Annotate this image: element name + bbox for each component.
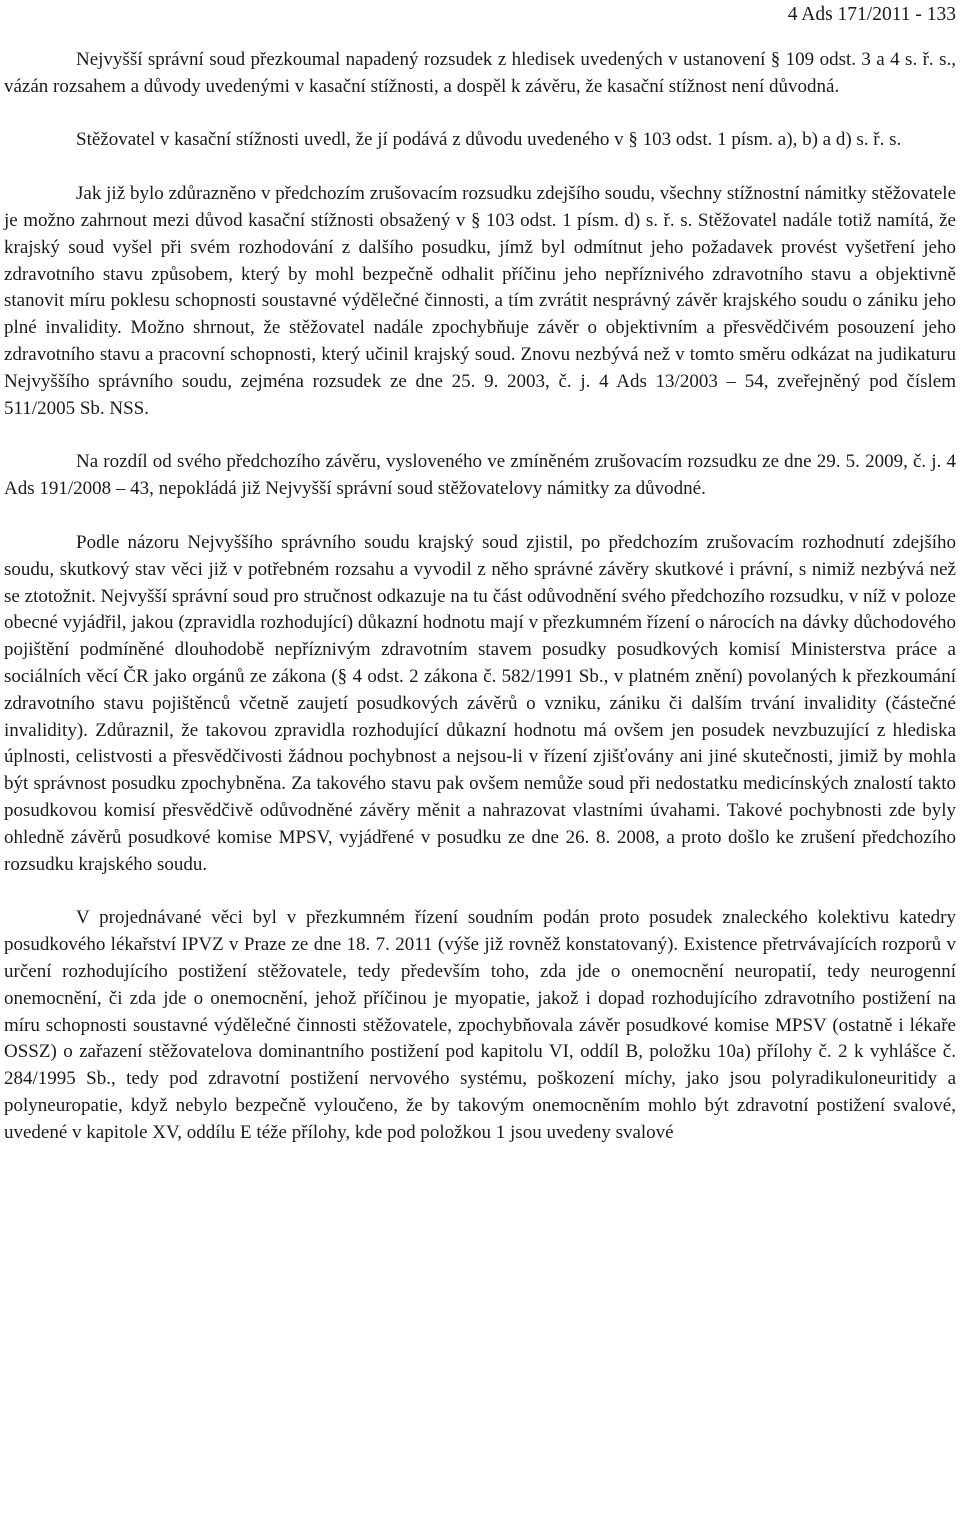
paragraph-court-opinion: Podle názoru Nejvyššího správního soudu krajský soud zjistil, po předchozím zrušovacím rozhodnutí zdejšího soudu, skutkový stav věci již v potřebném rozsahu a vyvodil z něho správné závěry skutkové i právní, s nimiž nezbývá než se ztotožnit. Nejvyšší správní soud pro stručnost odkazuje na tu část odůvodnění svého předchozího rozsudku, v níž v poloze obecné vyjádřil, jakou (zpravidla rozhodující) důkazní hodnotu mají v přezkumném řízení o nárocích na dávky důchodového pojištění podmíněné dlouhodobě nepříznivým zdravotním stavem posudky posudkových komisí Ministerstva práce a sociálních věcí ČR jako orgánů ze zákona (§ 4 odst. 2 zákona č. 582/1991 Sb., v platném znění) povolaných k přezkoumání zdravotního stavu pojištěnců včetně zaujetí posudkových závěrů o vzniku, zániku či dalším trvání invalidity (částečné invalidity). Zdůraznil, že takovou zpravidla rozhodující důkazní hodnotu má ovšem jen posudek nevzbuzující z hlediska úplnosti, celistvosti a přesvědčivosti žádnou pochybnost a nejsou-li v řízení zjišťovány ani jiné skutečnosti, jimiž by mohla být správnost posudku zpochybněna. Za takového stavu pak ovšem nemůže soud při nedostatku medicínských znalostí takto posudkovou komisí přesvědčivě odůvodněné závěry měnit a nahrazovat vlastními úvahami. Takové pochybnosti zde byly ohledně závěrů posudkové komise MPSV, vyjádřené v posudku ze dne 26. 8. 2008, a proto došlo ke zrušení předchozího rozsudku krajského soudu.	[4, 531, 956, 875]
paragraph-prior-conclusion: Na rozdíl od svého předchozího závěru, vysloveného ve zmíněném zrušovacím rozsudku ze dne 29. 5. 2009, č. j. 4 Ads 191/2008 – 43, nepokládá již Nejvyšší správní soud stěžovatelovy námitky za důvodné.	[4, 451, 956, 500]
paragraph-expert-opinion: V projednávané věci byl v přezkumném řízení soudním podán proto posudek znaleckého kolektivu katedry posudkového lékařství IPVZ v Praze ze dne 18. 7. 2011 (výše již rovněž konstatovaný). Existence přetrvávajících rozporů v určení rozhodujícího postižení stěžovatele, tedy především toho, zda jde o onemocnění neuropatií, tedy neurogenní onemocnění, či zda jde o onemocnění, jehož příčinou je myopatie, jakož i dopad rozhodujícího zdravotního postižení na míru schopnosti soustavné výdělečné činnosti stěžovatele, zpochybňovala závěr posudkové komise MPSV (ostatně i lékaře OSSZ) o zařazení stěžovatelova dominantního postižení pod kapitolu VI, oddíl B, položku 10a) přílohy č. 2 k vyhlášce č. 284/1995 Sb., tedy pod zdravotní postižení nervového systému, poškození míchy, jako jsou polyradikuloneuritidy a polyneuropatie, když nebylo bezpečně vyloučeno, že by takovým onemocněním mohlo být zdravotní postižení svalové, uvedené v kapitole XV, oddílu E téže přílohy, kde pod položkou 1 jsou uvedeny svalové	[4, 907, 956, 1143]
paragraph-review-scope: Nejvyšší správní soud přezkoumal napadený rozsudek z hledisek uvedených v ustanovení § 109 odst. 3 a 4 s. ř. s., vázán rozsahem a důvody uvedenými v kasační stížnosti, a dospěl k závěru, že kasační stížnost není důvodná.	[4, 48, 956, 97]
paragraph-complaint-grounds: Stěžovatel v kasační stížnosti uvedl, že jí podává z důvodu uvedeného v § 103 odst. 1 písm. a), b) a d) s. ř. s.	[76, 129, 902, 151]
paragraph-objections: Jak již bylo zdůrazněno v předchozím zrušovacím rozsudku zdejšího soudu, všechny stížnostní námitky stěžovatele je možno zahrnout mezi důvod kasační stížnosti obsažený v § 103 odst. 1 písm. d) s. ř. s. Stěžovatel nadále totiž namítá, že krajský soud vyšel při svém rozhodování z dalšího posudku, jímž byl odmítnut jeho požadavek provést vyšetření jeho zdravotního stavu způsobem, který by mohl bezpečně odhalit příčinu jeho nepříznivého zdravotního stavu a objektivně stanovit míru poklesu schopnosti soustavné výdělečné činnosti, a tím zvrátit nesprávný závěr krajského soudu o zániku jeho plné invalidity. Možno shrnout, že stěžovatel nadále zpochybňuje závěr o objektivním a přesvědčivém posouzení jeho zdravotního stavu a pracovní schopnosti, který učinil krajský soud. Znovu nezbývá než v tomto směru odkázat na judikaturu Nejvyššího správního soudu, zejména rozsudek ze dne 25. 9. 2003, č. j. 4 Ads 13/2003 – 54, zveřejněný pod číslem 511/2005 Sb. NSS.	[4, 183, 956, 419]
case-reference: 4 Ads 171/2011 - 133	[787, 4, 956, 25]
document-page	[4, 0, 956, 1173]
